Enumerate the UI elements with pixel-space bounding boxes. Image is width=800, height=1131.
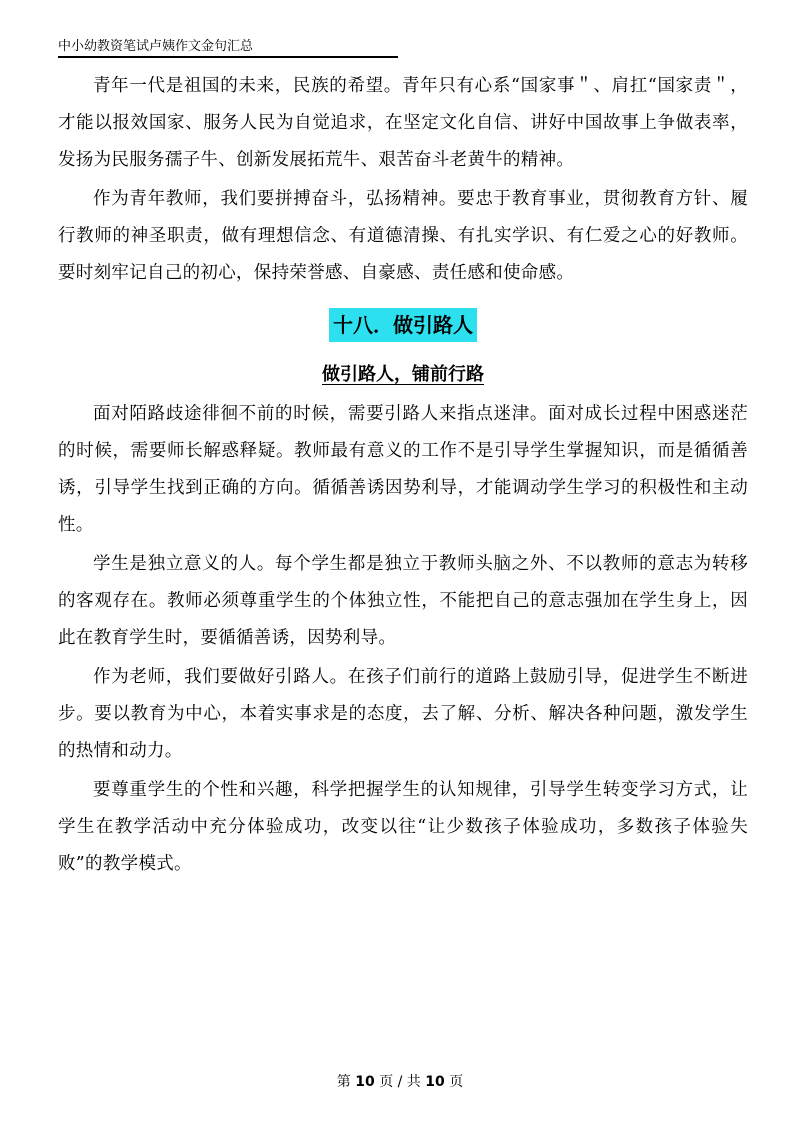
section-heading-wrap xyxy=(58,308,748,352)
section-title: 十八．做引路人 xyxy=(329,308,477,342)
section-subtitle: 做引路人，铺前行路 xyxy=(322,364,484,385)
page-footer xyxy=(0,1071,800,1091)
footer-total-pages: 10 xyxy=(425,1074,445,1090)
header-rule xyxy=(58,56,398,58)
document-body xyxy=(58,68,748,885)
intro-paragraph-1: 青年一代是祖国的未来，民族的希望。青年只有心系“国家事＂、肩扛“国家责＂，才能以报效国家、服务人民为自觉追求，在坚定文化自信、讲好中国故事上争做表率，发扬为民服务孺子牛、创新发展拓荒牛、艰苦奋斗老黄牛的精神。 xyxy=(58,76,748,170)
footer-middle: 页 / 共 xyxy=(379,1074,421,1090)
intro-paragraph-2: 作为青年教师，我们要拼搏奋斗，弘扬精神。要忠于教育事业，贯彻教育方针、履行教师的神圣职责，做有理想信念、有道德清操、有扎实学识、有仁爱之心的好教师。要时刻牢记自己的初心，保持荣誉感、自豪感、责任感和使命感。 xyxy=(58,189,748,283)
header-title: 中小幼教资笔试卢姨作文金句汇总 xyxy=(58,39,254,54)
section-paragraph-2: 学生是独立意义的人。每个学生都是独立于教师头脑之外、不以教师的意志为转移的客观存在。教师必须尊重学生的个体独立性，不能把自己的意志强加在学生身上，因此在教育学生时，要循循善诱，因势利导。 xyxy=(58,554,748,648)
page-header xyxy=(58,38,618,56)
section-paragraph-3: 作为老师，我们要做好引路人。在孩子们前行的道路上鼓励引导，促进学生不断进步。要以教育为中心，本着实事求是的态度，去了解、分析、解决各种问题，激发学生的热情和动力。 xyxy=(58,667,748,761)
footer-prefix: 第 xyxy=(336,1074,351,1090)
section-paragraph-4: 要尊重学生的个性和兴趣，科学把握学生的认知规律，引导学生转变学习方式，让学生在教学活动中充分体验成功，改变以往“让少数孩子体验成功，多数孩子体验失败”的教学模式。 xyxy=(58,780,748,874)
footer-page-number: 10 xyxy=(355,1074,375,1090)
section-paragraph-1: 面对陌路歧途徘徊不前的时候，需要引路人来指点迷津。面对成长过程中困惑迷茫的时候，需要师长解惑释疑。教师最有意义的工作不是引导学生掌握知识，而是循循善诱，引导学生找到正确的方向。循循善诱因势利导，才能调动学生学习的积极性和主动性。 xyxy=(58,404,748,535)
footer-suffix: 页 xyxy=(449,1074,464,1090)
